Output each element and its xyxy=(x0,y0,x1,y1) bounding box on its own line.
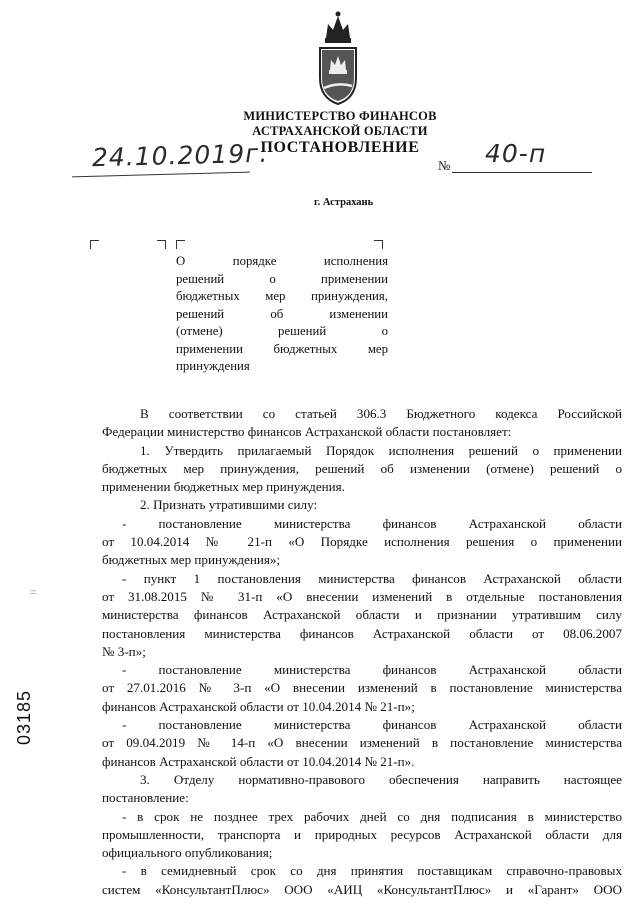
subject-line: решений о применении xyxy=(176,271,388,286)
body-line: систем «КонсультантПлюс» ООО «АИЦ «КонсультантПлюс» и «Гарант» ООО xyxy=(102,881,622,897)
body-line: министерства финансов Астраханской области и признании утратившим силу xyxy=(102,607,622,623)
body-line: финансов Астраханской области от 10.04.2014 № 21-п». xyxy=(102,753,415,769)
date-underline xyxy=(72,172,250,178)
body-line: от 10.04.2014 № 21-п «О Порядке исполнения решения о применении xyxy=(102,534,622,550)
margin-mark: = xyxy=(30,585,37,599)
body-line: 1. Утвердить прилагаемый Порядок исполнения решений о применении xyxy=(140,442,622,458)
registration-number: 03185 xyxy=(14,689,34,745)
body-line: - постановление министерства финансов Астраханской области xyxy=(122,662,622,678)
corner-mark xyxy=(90,240,99,249)
body-line: от 31.08.2015 № 31-п «О внесении изменений в отдельные постановления xyxy=(102,588,622,604)
subject-line: решений об изменении xyxy=(176,306,388,321)
document-body xyxy=(102,405,622,899)
subject-line: (отмене) решений о xyxy=(176,324,388,338)
body-line: - в срок не позднее трех рабочих дней со дня подписания в министерство xyxy=(122,808,622,824)
corner-mark xyxy=(157,240,166,249)
body-line: промышленности, транспорта и природных ресурсов Астраханской области для xyxy=(102,826,622,842)
body-line: финансов Астраханской области от 10.04.2014 № 21-п»; xyxy=(102,698,415,714)
body-line: 2. Признать утратившими силу: xyxy=(140,497,318,513)
body-line: от 27.01.2016 № 3-п «О внесении изменений в постановление министерства xyxy=(102,680,622,696)
handwritten-date: 24.10.2019г. xyxy=(91,138,269,173)
body-line: бюджетных мер принуждения»; xyxy=(102,552,281,568)
ministry-name-line2: АСТРАХАНСКОЙ ОБЛАСТИ xyxy=(252,124,428,138)
body-line: - в семидневный срок со дня принятия поставщикам справочно-правовых xyxy=(122,863,622,879)
subject-block xyxy=(176,253,388,376)
body-line: постановление: xyxy=(102,790,189,806)
number-underline xyxy=(452,172,592,173)
subject-line: О порядке исполнения xyxy=(176,254,388,268)
corner-mark xyxy=(374,240,383,249)
body-line: - постановление министерства финансов Астраханской области xyxy=(122,717,622,733)
body-line: от 09.04.2019 № 14-п «О внесении изменений в постановление министерства xyxy=(102,735,622,751)
subject-line: бюджетных мер принуждения, xyxy=(176,289,388,303)
ministry-name-line1: МИНИСТЕРСТВО ФИНАНСОВ xyxy=(243,109,437,123)
number-label: № xyxy=(438,158,451,173)
body-line: официального опубликования; xyxy=(102,845,273,861)
body-line: Федерации министерство финансов Астраханской области постановляет: xyxy=(102,424,512,440)
body-line: применении бюджетных мер принуждения. xyxy=(102,479,345,495)
body-line: постановления министерства финансов Астраханской области от 08.06.2007 xyxy=(102,625,622,641)
coat-of-arms-icon xyxy=(312,8,364,108)
subject-line: принуждения xyxy=(176,359,250,373)
registration-stamp xyxy=(14,675,38,745)
body-line: - постановление министерства финансов Астраханской области xyxy=(122,515,622,531)
body-line: бюджетных мер принуждения, решений об изменении (отмене) решений о xyxy=(102,460,622,476)
body-line: 3. Отделу нормативно-правового обеспечения направить настоящее xyxy=(140,771,622,787)
corner-mark xyxy=(176,240,185,249)
document-type-title: ПОСТАНОВЛЕНИЕ xyxy=(260,139,420,156)
subject-line: применении бюджетных мер xyxy=(176,341,388,356)
handwritten-number: 40-п xyxy=(485,139,547,168)
body-line: № 3-п»; xyxy=(102,643,146,659)
city-name: г. Астрахань xyxy=(314,197,374,208)
body-line: В соответствии со статьей 306.3 Бюджетного кодекса Российской xyxy=(140,406,622,421)
body-line: - пункт 1 постановления министерства финансов Астраханской области xyxy=(122,570,622,586)
